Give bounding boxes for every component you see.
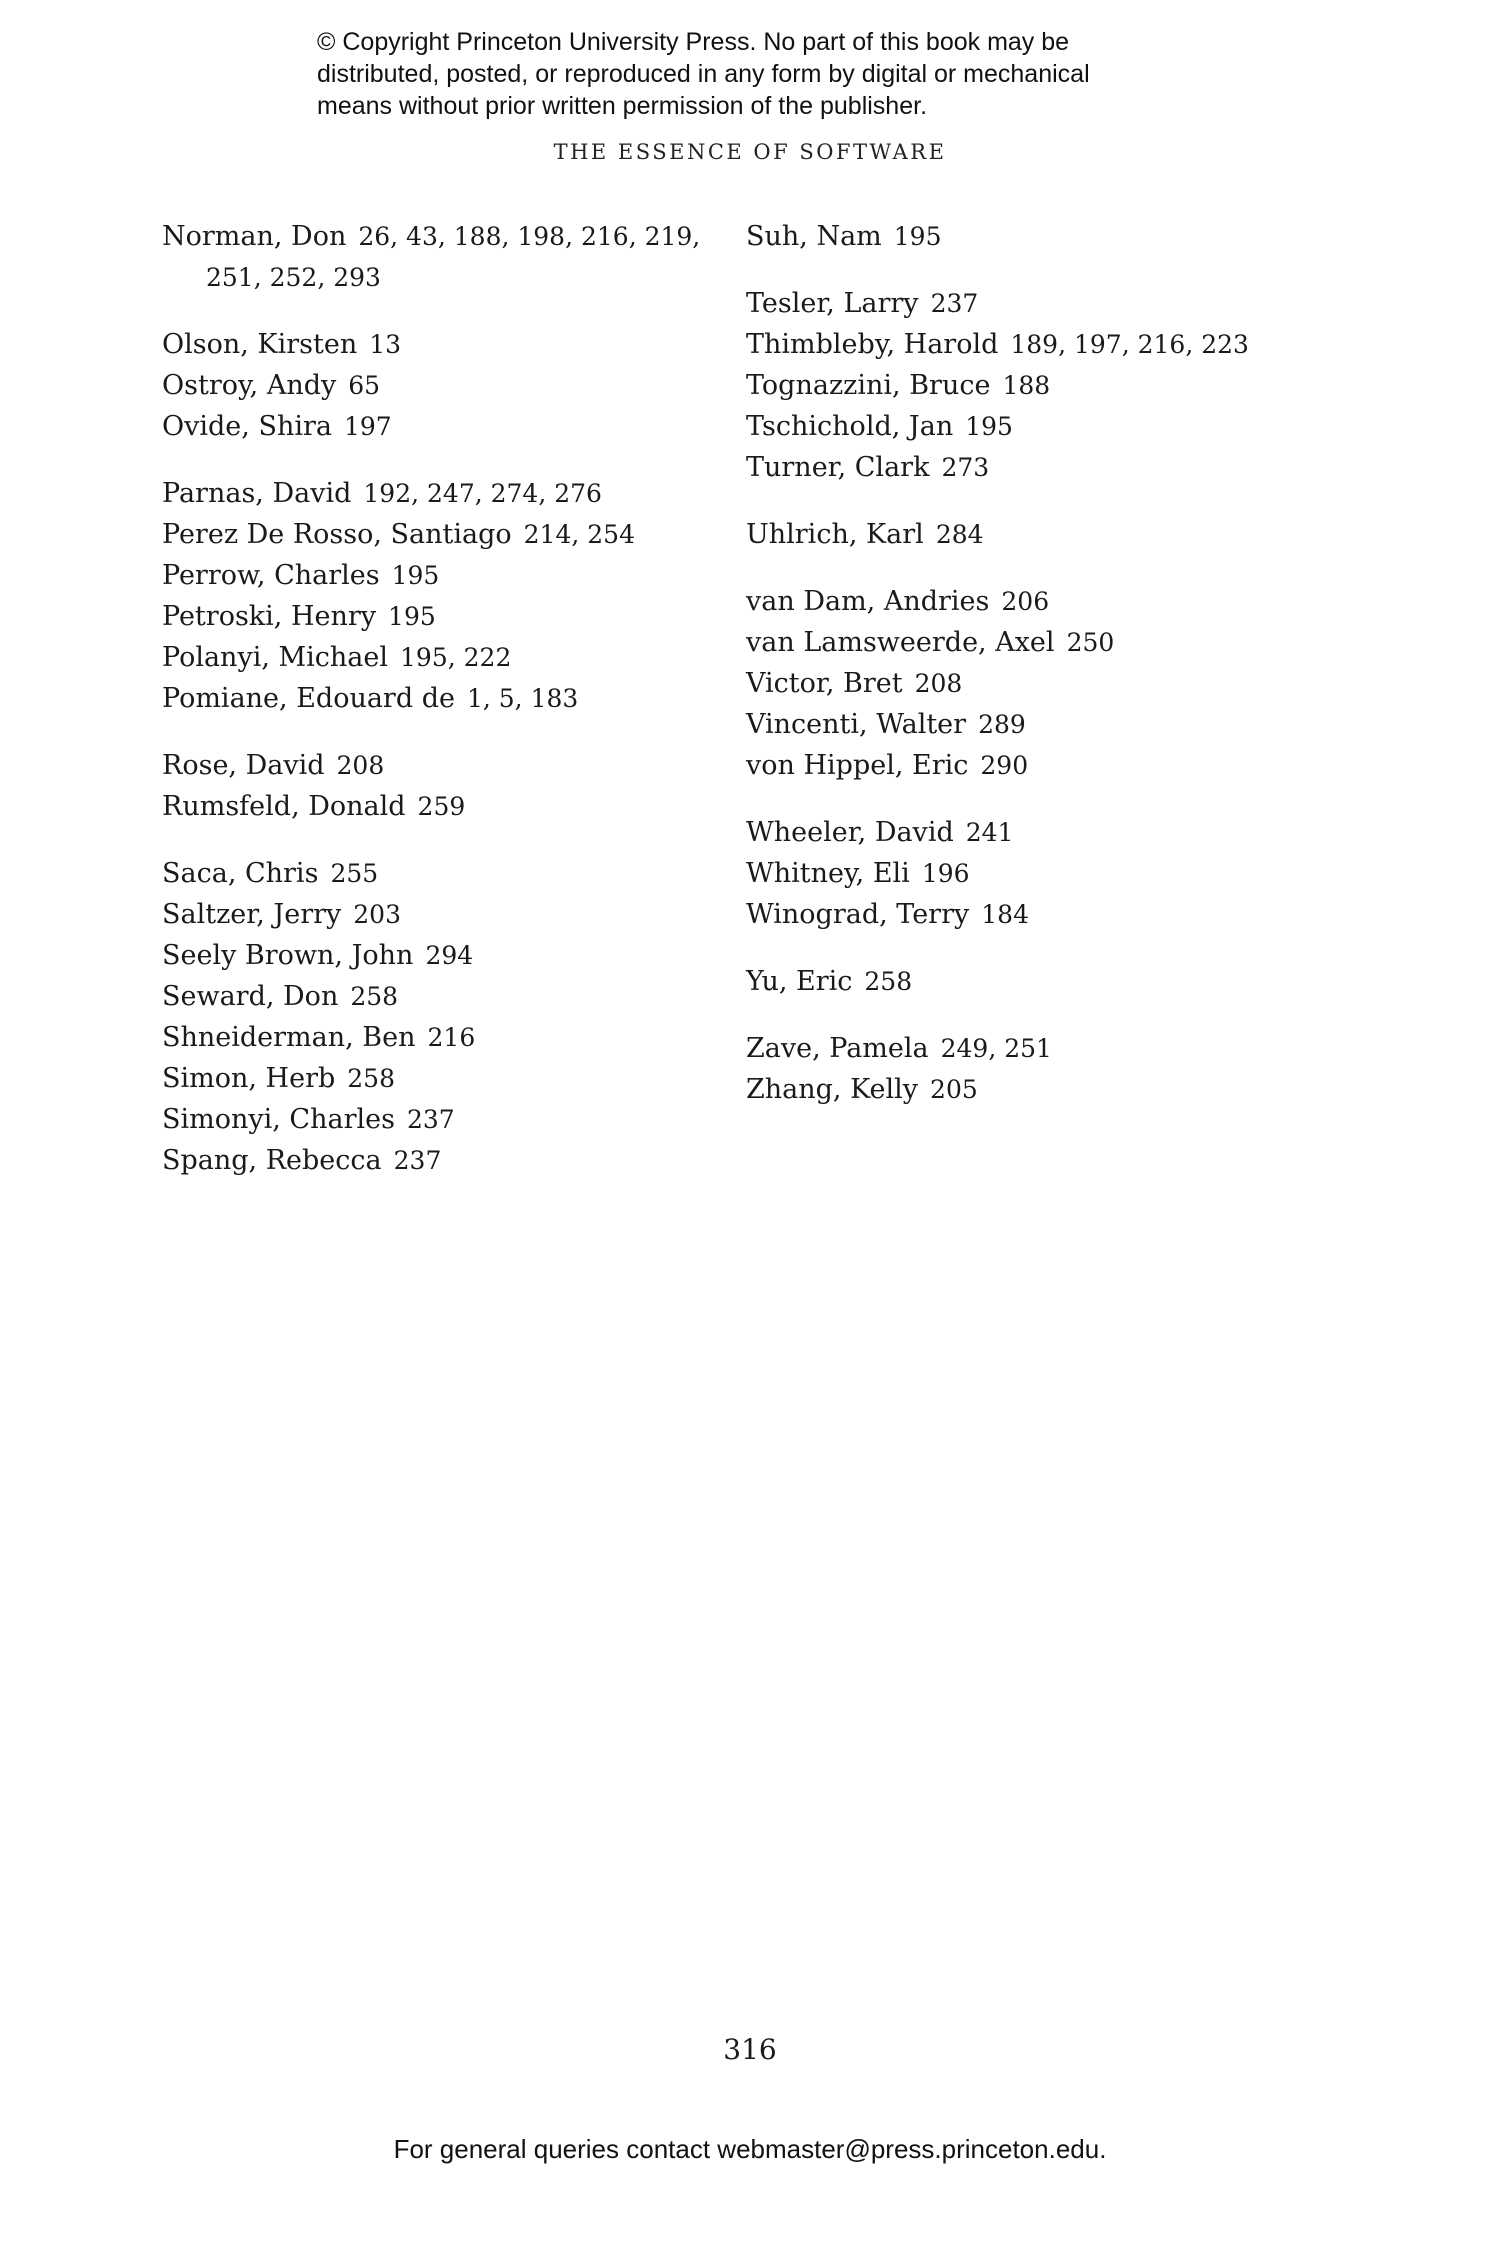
index-letter-group — [162, 473, 722, 719]
index-entry-pages: 195 — [388, 602, 436, 631]
index-entry-name: Perez De Rosso, Santiago — [162, 519, 512, 550]
index-entry-name: Simon, Herb — [162, 1063, 336, 1094]
index-entry-pages: 237 — [406, 1105, 455, 1134]
index-entry — [162, 324, 722, 365]
index-entry-name: Vincenti, Walter — [746, 709, 967, 740]
index-entry-name: Polanyi, Michael — [162, 642, 389, 673]
index-entry-pages: 203 — [353, 900, 401, 929]
index-entry — [162, 976, 722, 1017]
index-entry-name: Seely Brown, John — [162, 940, 414, 971]
index-entry-pages: 216 — [427, 1023, 476, 1052]
index-entry-pages: 197 — [343, 412, 392, 441]
index-entry — [746, 324, 1366, 365]
index-entry — [162, 637, 722, 678]
index-entry-name: Whitney, Eli — [746, 858, 910, 889]
index-entry-pages: 290 — [980, 751, 1029, 780]
index-entry — [162, 935, 722, 976]
index-entry-pages: 65 — [348, 371, 381, 400]
index-entry — [162, 745, 722, 786]
index-entry-pages: 195 — [965, 412, 1013, 441]
index-entry-pages: 273 — [941, 453, 990, 482]
index-entry-name: Simonyi, Charles — [162, 1104, 395, 1135]
index-entry-name: Ostroy, Andy — [162, 370, 337, 401]
index-entry — [162, 365, 722, 406]
index-entry-name: Tognazzini, Bruce — [746, 370, 991, 401]
index-entry — [746, 447, 1366, 488]
index-entry — [162, 216, 722, 298]
index-entry-pages: 258 — [864, 967, 913, 996]
index-entry — [746, 663, 1366, 704]
index-entry-pages: 1, 5, 183 — [466, 684, 579, 713]
index-entry — [746, 406, 1366, 447]
index-entry-name: van Lamsweerde, Axel — [746, 627, 1055, 658]
index-letter-group — [746, 1028, 1366, 1110]
index-entry-name: Zhang, Kelly — [746, 1074, 919, 1105]
index-entry-name: Spang, Rebecca — [162, 1145, 382, 1176]
index-entry-pages: 284 — [935, 520, 984, 549]
index-entry-pages: 206 — [1001, 587, 1050, 616]
index-entry-pages: 249, 251 — [940, 1034, 1052, 1063]
index-entry-pages: 208 — [336, 751, 385, 780]
index-entry — [162, 678, 722, 719]
index-entry — [162, 406, 722, 447]
index-entry-name: Turner, Clark — [746, 452, 930, 483]
index-entry-name: Thimbleby, Harold — [746, 329, 999, 360]
index-entry-name: Saca, Chris — [162, 858, 319, 889]
index-entry-name: Yu, Eric — [746, 966, 853, 997]
index-letter-group — [746, 514, 1366, 555]
index-entry — [746, 704, 1366, 745]
index-entry-pages: 241 — [965, 818, 1014, 847]
index-entry — [746, 581, 1366, 622]
index-entry — [746, 1069, 1366, 1110]
copyright-line: distributed, posted, or reproduced in any form by digital or mechanical — [317, 60, 1090, 88]
index-entry — [162, 1017, 722, 1058]
index-letter-group — [162, 745, 722, 827]
index-entry-name: Suh, Nam — [746, 221, 882, 252]
index-entry — [162, 1099, 722, 1140]
index-entry-name: Tesler, Larry — [746, 288, 919, 319]
index-entry-pages: 289 — [978, 710, 1026, 739]
index-entry — [746, 745, 1366, 786]
index-entry-name: Petroski, Henry — [162, 601, 377, 632]
index-column-right — [746, 216, 1366, 1136]
index-entry-name: Zave, Pamela — [746, 1033, 929, 1064]
index-entry-pages: 192, 247, 274, 276 — [363, 479, 602, 508]
index-entry — [162, 1140, 722, 1181]
index-entry — [746, 365, 1366, 406]
index-entry — [746, 853, 1366, 894]
index-entry-pages: 258 — [347, 1064, 395, 1093]
index-entry-pages: 189, 197, 216, 223 — [1010, 330, 1249, 359]
index-letter-group — [162, 324, 722, 447]
index-entry-pages: 208 — [914, 669, 963, 698]
index-entry — [746, 961, 1366, 1002]
index-letter-group — [746, 812, 1366, 935]
index-entry-name: Seward, Don — [162, 981, 339, 1012]
index-entry-pages: 259 — [417, 792, 466, 821]
index-column-left — [162, 216, 722, 1207]
index-entry-name: Rumsfeld, Donald — [162, 791, 406, 822]
copyright-notice — [317, 26, 1217, 122]
index-entry — [162, 1058, 722, 1099]
index-entry-name: Rose, David — [162, 750, 325, 781]
index-letter-group — [746, 216, 1366, 257]
index-entry-name: Victor, Bret — [746, 668, 903, 699]
index-entry-pages: 13 — [369, 330, 402, 359]
index-entry — [746, 216, 1366, 257]
index-entry — [746, 514, 1366, 555]
index-entry-name: Pomiane, Edouard de — [162, 683, 455, 714]
index-letter-group — [746, 283, 1366, 488]
index-entry-pages: 195, 222 — [400, 643, 512, 672]
index-letter-group — [746, 961, 1366, 1002]
page-number: 316 — [723, 2033, 777, 2066]
index-entry-name: von Hippel, Eric — [746, 750, 969, 781]
index-entry-name: van Dam, Andries — [746, 586, 990, 617]
index-entry-name: Uhlrich, Karl — [746, 519, 924, 550]
index-entry-name: Parnas, David — [162, 478, 352, 509]
index-entry — [162, 853, 722, 894]
index-entry — [162, 555, 722, 596]
index-entry-name: Tschichold, Jan — [746, 411, 954, 442]
index-entry-name: Ovide, Shira — [162, 411, 332, 442]
index-entry-name: Olson, Kirsten — [162, 329, 358, 360]
index-entry — [746, 283, 1366, 324]
index-entry — [162, 473, 722, 514]
index-entry-name: Winograd, Terry — [746, 899, 970, 930]
index-entry-name: Shneiderman, Ben — [162, 1022, 416, 1053]
index-entry-name: Norman, Don — [162, 221, 347, 252]
index-letter-group — [746, 581, 1366, 786]
copyright-line: © Copyright Princeton University Press. No part of this book may be — [317, 28, 1070, 56]
index-entry-name: Wheeler, David — [746, 817, 954, 848]
index-entry-pages: 214, 254 — [523, 520, 635, 549]
index-entry-pages: 294 — [425, 941, 474, 970]
index-entry — [162, 786, 722, 827]
index-entry-pages: 205 — [930, 1075, 978, 1104]
index-entry — [746, 1028, 1366, 1069]
index-entry-pages: 195 — [893, 222, 942, 251]
index-entry — [746, 894, 1366, 935]
index-entry-pages: 237 — [393, 1146, 442, 1175]
index-letter-group — [162, 853, 722, 1181]
index-entry-name: Saltzer, Jerry — [162, 899, 342, 930]
index-entry-pages: 255 — [330, 859, 379, 888]
index-entry-pages: 258 — [350, 982, 399, 1011]
index-letter-group — [162, 216, 722, 298]
copyright-line: means without prior written permission of the publisher. — [317, 92, 928, 120]
index-entry — [746, 622, 1366, 663]
index-entry — [162, 596, 722, 637]
running-head: THE ESSENCE OF SOFTWARE — [553, 140, 947, 164]
index-entry — [162, 514, 722, 555]
index-entry — [162, 894, 722, 935]
index-entry-pages: 26, 43, 188, 198, 216, 219, 251, 252, 293 — [206, 222, 701, 292]
index-entry-pages: 184 — [981, 900, 1029, 929]
index-entry-name: Perrow, Charles — [162, 560, 380, 591]
index-entry-pages: 196 — [921, 859, 970, 888]
footer-contact: For general queries contact webmaster@press.princeton.edu. — [393, 2134, 1107, 2164]
index-entry-pages: 237 — [930, 289, 979, 318]
index-entry-pages: 250 — [1066, 628, 1115, 657]
index-entry-pages: 188 — [1002, 371, 1051, 400]
index-entry-pages: 195 — [391, 561, 440, 590]
index-entry — [746, 812, 1366, 853]
